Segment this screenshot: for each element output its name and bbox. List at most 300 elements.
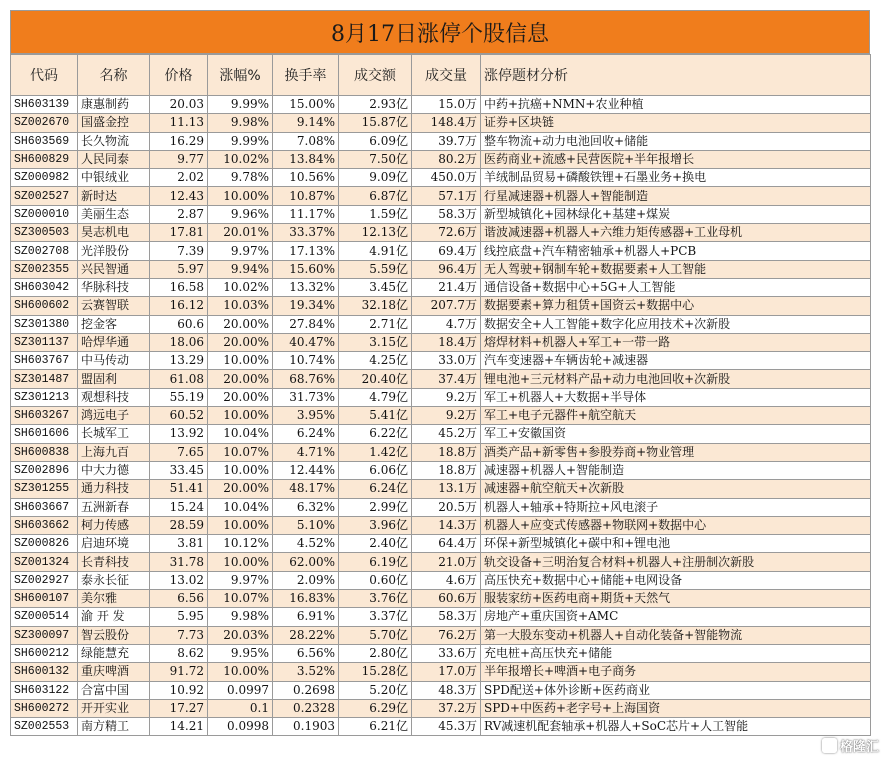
cell-turnover-rate: 31.73% [273,388,339,406]
table-row [11,187,871,205]
cell-name: 华脉科技 [78,278,150,296]
cell-code: SH600272 [11,699,78,717]
cell-change: 20.00% [208,333,273,351]
cell-name: 泰永长征 [78,571,150,589]
cell-volume: 18.4万 [412,333,481,351]
table-row [11,461,871,479]
cell-turnover-rate: 28.22% [273,626,339,644]
cell-name: 昊志机电 [78,224,150,242]
cell-price: 5.97 [150,260,208,278]
cell-change: 10.00% [208,516,273,534]
cell-code: SZ002553 [11,718,78,736]
cell-theme: 无人驾驶+钢制车轮+数据要素+人工智能 [481,260,871,278]
cell-volume: 14.3万 [412,516,481,534]
stock-sheet [10,10,870,736]
cell-amount: 1.59亿 [339,205,412,223]
cell-volume: 45.2万 [412,425,481,443]
cell-change: 10.00% [208,663,273,681]
cell-code: SZ301380 [11,315,78,333]
cell-volume: 96.4万 [412,260,481,278]
cell-turnover-rate: 6.32% [273,498,339,516]
cell-code: SZ002896 [11,461,78,479]
cell-turnover-rate: 0.2698 [273,681,339,699]
cell-turnover-rate: 6.56% [273,644,339,662]
cell-amount: 3.76亿 [339,590,412,608]
cell-theme: 新型城镇化+园林绿化+基建+煤炭 [481,205,871,223]
cell-code: SZ301213 [11,388,78,406]
table-row [11,590,871,608]
cell-name: 美尔雅 [78,590,150,608]
cell-name: 南方精工 [78,718,150,736]
cell-volume: 21.0万 [412,553,481,571]
cell-volume: 9.2万 [412,407,481,425]
cell-volume: 58.3万 [412,608,481,626]
table-row [11,242,871,260]
cell-code: SZ002527 [11,187,78,205]
table-row [11,388,871,406]
cell-code: SH603662 [11,516,78,534]
cell-name: 光洋股份 [78,242,150,260]
cell-price: 16.58 [150,278,208,296]
cell-change: 0.0998 [208,718,273,736]
cell-change: 20.00% [208,315,273,333]
cell-theme: 房地产+重庆国资+AMC [481,608,871,626]
cell-change: 0.0997 [208,681,273,699]
cell-volume: 17.0万 [412,663,481,681]
cell-volume: 148.4万 [412,114,481,132]
cell-change: 20.00% [208,388,273,406]
gelonghui-logo-icon [822,738,837,753]
cell-volume: 37.4万 [412,370,481,388]
cell-name: 中大力德 [78,461,150,479]
cell-volume: 76.2万 [412,626,481,644]
cell-volume: 15.0万 [412,96,481,114]
cell-turnover-rate: 27.84% [273,315,339,333]
cell-theme: 线控底盘+汽车精密轴承+机器人+PCB [481,242,871,260]
cell-theme: 军工+电子元器件+航空航天 [481,407,871,425]
table-row [11,260,871,278]
cell-name: 中马传动 [78,352,150,370]
table-row [11,96,871,114]
cell-code: SZ002927 [11,571,78,589]
cell-turnover-rate: 62.00% [273,553,339,571]
header-row [11,55,871,96]
cell-amount: 3.96亿 [339,516,412,534]
cell-volume: 80.2万 [412,150,481,168]
cell-turnover-rate: 33.37% [273,224,339,242]
table-row [11,352,871,370]
table-row [11,278,871,296]
cell-theme: 减速器+机器人+智能制造 [481,461,871,479]
cell-name: 人民同泰 [78,150,150,168]
cell-price: 2.02 [150,169,208,187]
cell-amount: 15.87亿 [339,114,412,132]
cell-change: 10.00% [208,352,273,370]
cell-change: 9.97% [208,571,273,589]
cell-code: SH600602 [11,297,78,315]
cell-turnover-rate: 13.32% [273,278,339,296]
cell-change: 10.02% [208,278,273,296]
cell-change: 10.04% [208,425,273,443]
cell-name: 五洲新春 [78,498,150,516]
cell-theme: 数据安全+人工智能+数字化应用技术+次新股 [481,315,871,333]
cell-name: 哈焊华通 [78,333,150,351]
cell-amount: 6.22亿 [339,425,412,443]
cell-code: SH603042 [11,278,78,296]
cell-change: 10.00% [208,461,273,479]
table-row [11,571,871,589]
cell-theme: 半年报增长+啤酒+电子商务 [481,663,871,681]
cell-code: SZ001324 [11,553,78,571]
cell-code: SZ301487 [11,370,78,388]
table-row [11,535,871,553]
sheet-title: 8月17日涨停个股信息 [10,10,870,54]
cell-price: 16.29 [150,132,208,150]
cell-turnover-rate: 48.17% [273,480,339,498]
cell-price: 55.19 [150,388,208,406]
cell-price: 91.72 [150,663,208,681]
cell-theme: 通信设备+数据中心+5G+人工智能 [481,278,871,296]
cell-turnover-rate: 19.34% [273,297,339,315]
table-row [11,480,871,498]
header-theme: 涨停题材分析 [481,55,871,96]
cell-volume: 33.0万 [412,352,481,370]
cell-price: 60.52 [150,407,208,425]
cell-name: 挖金客 [78,315,150,333]
cell-change: 9.99% [208,132,273,150]
header-price: 价格 [150,55,208,96]
cell-volume: 207.7万 [412,297,481,315]
cell-amount: 6.06亿 [339,461,412,479]
cell-theme: 羊绒制品贸易+磷酸铁锂+石墨业务+换电 [481,169,871,187]
table-row [11,224,871,242]
cell-turnover-rate: 3.52% [273,663,339,681]
cell-turnover-rate: 16.83% [273,590,339,608]
cell-amount: 2.99亿 [339,498,412,516]
cell-amount: 4.79亿 [339,388,412,406]
cell-amount: 5.20亿 [339,681,412,699]
cell-amount: 1.42亿 [339,443,412,461]
cell-name: 中银绒业 [78,169,150,187]
cell-price: 8.62 [150,644,208,662]
cell-turnover-rate: 4.71% [273,443,339,461]
limit-up-table [10,54,871,736]
cell-turnover-rate: 10.74% [273,352,339,370]
header-name: 名称 [78,55,150,96]
cell-theme: SPD配送+体外诊断+医药商业 [481,681,871,699]
cell-volume: 13.1万 [412,480,481,498]
cell-change: 20.01% [208,224,273,242]
cell-theme: 熔焊材料+机器人+军工+一带一路 [481,333,871,351]
cell-change: 9.78% [208,169,273,187]
cell-amount: 5.59亿 [339,260,412,278]
table-row [11,132,871,150]
cell-change: 9.95% [208,644,273,662]
cell-theme: 整车物流+动力电池回收+储能 [481,132,871,150]
cell-volume: 48.3万 [412,681,481,699]
cell-theme: 第一大股东变动+机器人+自动化装备+智能物流 [481,626,871,644]
cell-price: 13.92 [150,425,208,443]
cell-price: 13.29 [150,352,208,370]
cell-code: SZ301255 [11,480,78,498]
watermark [822,736,879,755]
cell-name: 渝 开 发 [78,608,150,626]
cell-code: SZ000826 [11,535,78,553]
header-amount: 成交额 [339,55,412,96]
cell-change: 10.07% [208,443,273,461]
cell-turnover-rate: 4.52% [273,535,339,553]
cell-turnover-rate: 2.09% [273,571,339,589]
cell-name: 柯力传感 [78,516,150,534]
cell-code: SH600107 [11,590,78,608]
cell-volume: 57.1万 [412,187,481,205]
cell-volume: 450.0万 [412,169,481,187]
header-change: 涨幅% [208,55,273,96]
cell-change: 9.98% [208,114,273,132]
cell-change: 10.00% [208,553,273,571]
cell-amount: 7.50亿 [339,150,412,168]
cell-price: 31.78 [150,553,208,571]
cell-amount: 20.40亿 [339,370,412,388]
header-code: 代码 [11,55,78,96]
cell-name: 长城军工 [78,425,150,443]
cell-change: 9.99% [208,96,273,114]
cell-amount: 2.80亿 [339,644,412,662]
table-row [11,443,871,461]
table-row [11,699,871,717]
cell-name: 绿能慧充 [78,644,150,662]
cell-price: 15.24 [150,498,208,516]
cell-price: 28.59 [150,516,208,534]
cell-name: 开开实业 [78,699,150,717]
table-row [11,169,871,187]
cell-price: 17.81 [150,224,208,242]
cell-price: 18.06 [150,333,208,351]
table-row [11,663,871,681]
cell-turnover-rate: 9.14% [273,114,339,132]
cell-theme: 环保+新型城镇化+碳中和+锂电池 [481,535,871,553]
cell-code: SH600829 [11,150,78,168]
cell-price: 17.27 [150,699,208,717]
cell-price: 60.6 [150,315,208,333]
table-row [11,425,871,443]
cell-turnover-rate: 5.10% [273,516,339,534]
cell-theme: 服装家纺+医药电商+期货+天然气 [481,590,871,608]
cell-theme: 酒类产品+新零售+参股券商+物业管理 [481,443,871,461]
table-row [11,516,871,534]
table-row [11,644,871,662]
cell-code: SZ000982 [11,169,78,187]
cell-theme: 锂电池+三元材料产品+动力电池回收+次新股 [481,370,871,388]
cell-price: 14.21 [150,718,208,736]
cell-code: SH603569 [11,132,78,150]
table-row [11,114,871,132]
table-row [11,718,871,736]
table-row [11,205,871,223]
cell-volume: 4.6万 [412,571,481,589]
table-row [11,608,871,626]
cell-price: 20.03 [150,96,208,114]
cell-price: 2.87 [150,205,208,223]
cell-turnover-rate: 0.2328 [273,699,339,717]
cell-volume: 60.6万 [412,590,481,608]
cell-change: 10.02% [208,150,273,168]
cell-amount: 3.15亿 [339,333,412,351]
cell-price: 5.95 [150,608,208,626]
cell-code: SH603667 [11,498,78,516]
cell-theme: 减速器+航空航天+次新股 [481,480,871,498]
cell-turnover-rate: 13.84% [273,150,339,168]
cell-turnover-rate: 12.44% [273,461,339,479]
cell-amount: 4.91亿 [339,242,412,260]
cell-price: 6.56 [150,590,208,608]
cell-amount: 4.25亿 [339,352,412,370]
cell-name: 观想科技 [78,388,150,406]
cell-change: 10.00% [208,407,273,425]
cell-name: 重庆啤酒 [78,663,150,681]
cell-theme: SPD+中医药+老字号+上海国资 [481,699,871,717]
cell-change: 10.07% [208,590,273,608]
cell-turnover-rate: 40.47% [273,333,339,351]
cell-amount: 6.09亿 [339,132,412,150]
cell-theme: 行星减速器+机器人+智能制造 [481,187,871,205]
cell-theme: 汽车变速器+车辆齿轮+减速器 [481,352,871,370]
cell-price: 7.65 [150,443,208,461]
table-row [11,297,871,315]
cell-price: 3.81 [150,535,208,553]
cell-amount: 6.29亿 [339,699,412,717]
cell-name: 上海九百 [78,443,150,461]
cell-amount: 15.28亿 [339,663,412,681]
cell-volume: 20.5万 [412,498,481,516]
cell-turnover-rate: 10.56% [273,169,339,187]
cell-name: 新时达 [78,187,150,205]
cell-price: 51.41 [150,480,208,498]
cell-price: 9.77 [150,150,208,168]
cell-change: 9.94% [208,260,273,278]
cell-volume: 37.2万 [412,699,481,717]
cell-name: 兴民智通 [78,260,150,278]
cell-turnover-rate: 0.1903 [273,718,339,736]
cell-amount: 3.45亿 [339,278,412,296]
cell-amount: 5.41亿 [339,407,412,425]
cell-code: SZ300097 [11,626,78,644]
cell-volume: 39.7万 [412,132,481,150]
table-row [11,315,871,333]
cell-code: SH600838 [11,443,78,461]
cell-name: 美丽生态 [78,205,150,223]
table-row [11,681,871,699]
cell-price: 7.73 [150,626,208,644]
cell-turnover-rate: 11.17% [273,205,339,223]
cell-code: SH603139 [11,96,78,114]
cell-theme: RV减速机配套轴承+机器人+SoC芯片+人工智能 [481,718,871,736]
cell-name: 国盛金控 [78,114,150,132]
cell-change: 20.03% [208,626,273,644]
cell-code: SH603767 [11,352,78,370]
cell-name: 长久物流 [78,132,150,150]
cell-name: 云赛智联 [78,297,150,315]
cell-theme: 机器人+轴承+特斯拉+风电滚子 [481,498,871,516]
cell-amount: 32.18亿 [339,297,412,315]
cell-code: SH603122 [11,681,78,699]
cell-turnover-rate: 3.95% [273,407,339,425]
cell-amount: 6.21亿 [339,718,412,736]
table-row [11,626,871,644]
cell-price: 10.92 [150,681,208,699]
cell-turnover-rate: 7.08% [273,132,339,150]
cell-turnover-rate: 6.91% [273,608,339,626]
cell-volume: 9.2万 [412,388,481,406]
cell-amount: 0.60亿 [339,571,412,589]
cell-amount: 2.71亿 [339,315,412,333]
cell-theme: 轨交设备+三明治复合材料+机器人+注册制次新股 [481,553,871,571]
cell-amount: 6.24亿 [339,480,412,498]
cell-theme: 机器人+应变式传感器+物联网+数据中心 [481,516,871,534]
cell-theme: 数据要素+算力租赁+国资云+数据中心 [481,297,871,315]
cell-name: 鸿远电子 [78,407,150,425]
cell-change: 0.1 [208,699,273,717]
cell-name: 长青科技 [78,553,150,571]
cell-theme: 证券+区块链 [481,114,871,132]
cell-change: 10.00% [208,187,273,205]
table-row [11,150,871,168]
cell-turnover-rate: 10.87% [273,187,339,205]
cell-price: 12.43 [150,187,208,205]
cell-change: 20.00% [208,370,273,388]
table-row [11,407,871,425]
cell-amount: 3.37亿 [339,608,412,626]
cell-change: 9.97% [208,242,273,260]
cell-change: 10.12% [208,535,273,553]
cell-code: SH600212 [11,644,78,662]
cell-change: 9.96% [208,205,273,223]
header-volume: 成交量 [412,55,481,96]
cell-turnover-rate: 68.76% [273,370,339,388]
cell-amount: 2.40亿 [339,535,412,553]
cell-amount: 6.87亿 [339,187,412,205]
cell-price: 11.13 [150,114,208,132]
cell-name: 合富中国 [78,681,150,699]
cell-change: 10.04% [208,498,273,516]
cell-theme: 谐波减速器+机器人+六维力矩传感器+工业母机 [481,224,871,242]
cell-code: SZ300503 [11,224,78,242]
cell-theme: 中药+抗癌+NMN+农业种植 [481,96,871,114]
cell-name: 启迪环境 [78,535,150,553]
cell-price: 13.02 [150,571,208,589]
cell-volume: 18.8万 [412,461,481,479]
cell-theme: 医药商业+流感+民营医院+半年报增长 [481,150,871,168]
cell-code: SH603267 [11,407,78,425]
cell-theme: 军工+安徽国资 [481,425,871,443]
cell-amount: 12.13亿 [339,224,412,242]
cell-amount: 5.70亿 [339,626,412,644]
cell-volume: 72.6万 [412,224,481,242]
cell-volume: 21.4万 [412,278,481,296]
cell-name: 通力科技 [78,480,150,498]
cell-code: SZ301137 [11,333,78,351]
cell-volume: 58.3万 [412,205,481,223]
table-row [11,553,871,571]
cell-theme: 高压快充+数据中心+储能+电网设备 [481,571,871,589]
cell-name: 盟固利 [78,370,150,388]
cell-name: 智云股份 [78,626,150,644]
cell-price: 7.39 [150,242,208,260]
cell-theme: 充电桩+高压快充+储能 [481,644,871,662]
cell-code: SH600132 [11,663,78,681]
cell-turnover-rate: 17.13% [273,242,339,260]
cell-code: SZ002355 [11,260,78,278]
